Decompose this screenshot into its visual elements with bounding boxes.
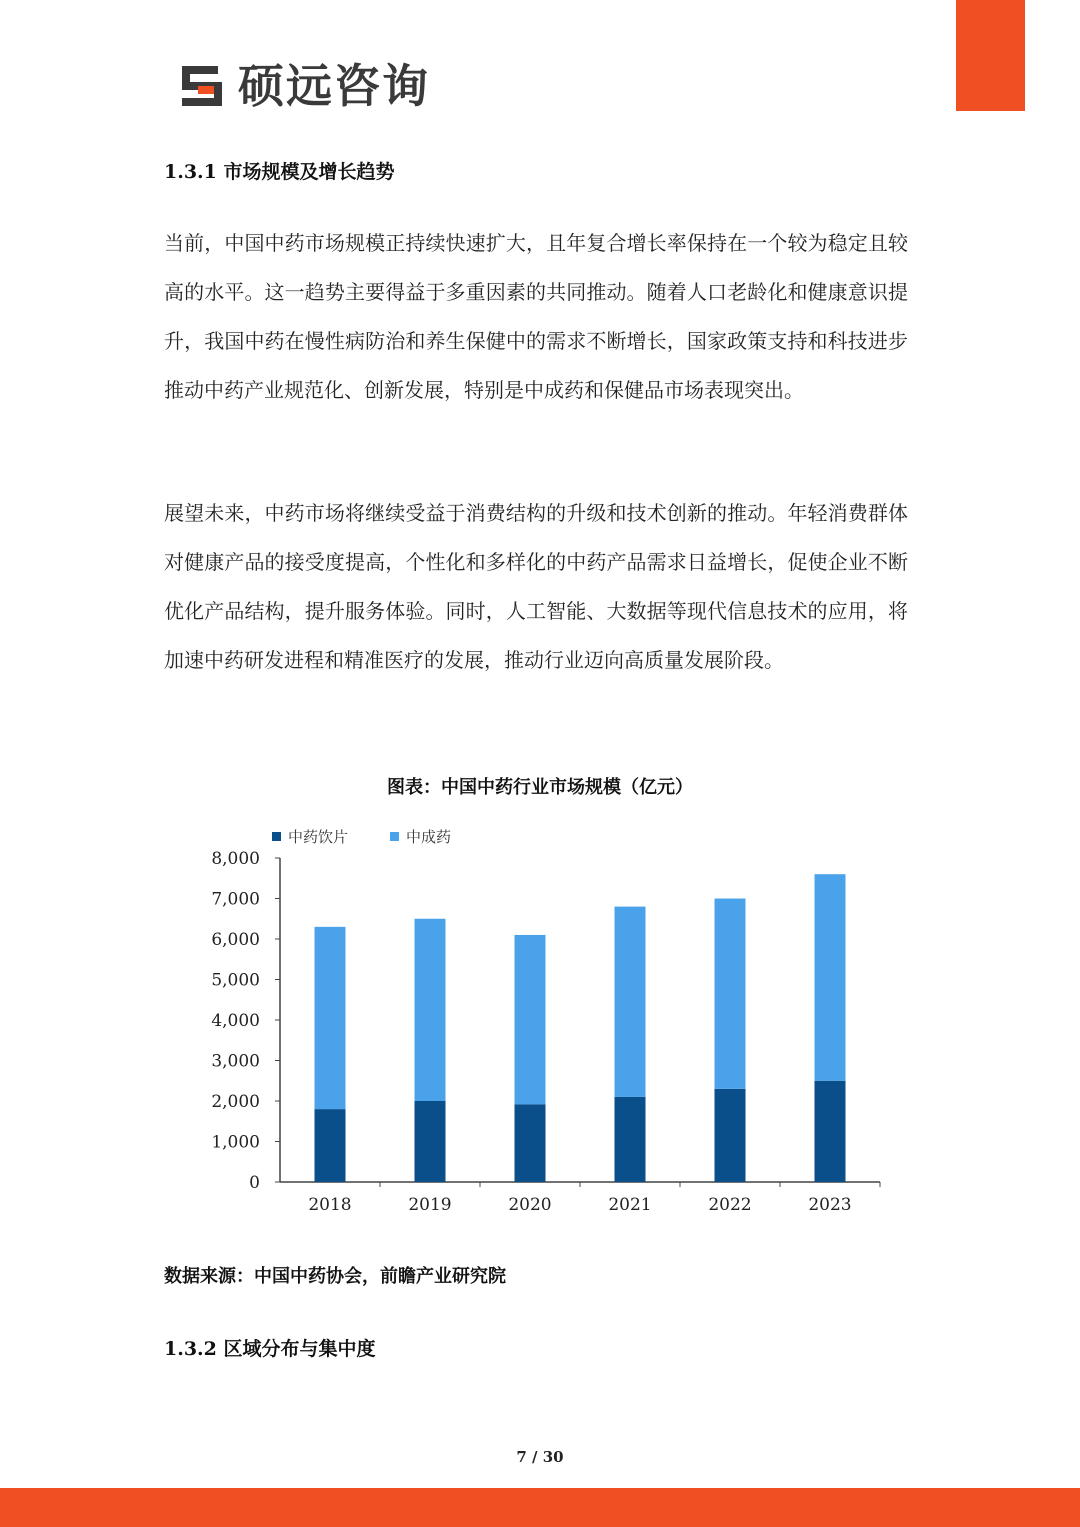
y-tick-label: 0: [249, 1173, 260, 1193]
bar-中药饮片-2022: [715, 1089, 746, 1182]
legend-swatch-中成药: [390, 832, 399, 841]
legend-label-中成药: 中成药: [406, 828, 452, 846]
body-paragraph-2: 展望未来，中药市场将继续受益于消费结构的升级和技术创新的推动。年轻消费群体对健康产品的接受度提高，个性化和多样化的中药产品需求日益增长，促使企业不断优化产品结构，提升服务体验。同时，人工智能、大数据等现代信息技术的应用，将加速中药研发进程和精准医疗的发展，推动行业迈向高质量发展阶段。: [164, 501, 908, 672]
bar-中成药-2020: [515, 935, 546, 1104]
section-heading-1: 1.3.1 市场规模及增长趋势: [164, 161, 395, 183]
bar-中成药-2019: [415, 919, 446, 1101]
page-number: 7 / 30: [516, 1448, 564, 1466]
bar-中成药-2018: [315, 927, 346, 1109]
x-tick-label: 2018: [308, 1195, 352, 1215]
bar-中成药-2022: [715, 899, 746, 1089]
legend-swatch-中药饮片: [272, 832, 281, 841]
top-accent-block: [956, 0, 1025, 111]
y-tick-label: 6,000: [211, 930, 260, 950]
bar-中药饮片-2021: [615, 1097, 646, 1182]
y-tick-label: 3,000: [211, 1051, 260, 1072]
x-tick-label: 2023: [808, 1195, 852, 1215]
x-tick-label: 2021: [608, 1195, 652, 1215]
bottom-accent-bar: [0, 1488, 1080, 1527]
x-tick-label: 2019: [408, 1195, 452, 1215]
body-paragraph-1: 当前，中国中药市场规模正持续快速扩大，且年复合增长率保持在一个较为稳定且较高的水平。这一趋势主要得益于多重因素的共同推动。随着人口老龄化和健康意识提升，我国中药在慢性病防治和养生保健中的需求不断增长，国家政策支持和科技进步推动中药产业规范化、创新发展，特别是中成药和保健品市场表现突出。: [164, 231, 908, 402]
brand-logo: [178, 60, 430, 112]
bar-中成药-2021: [615, 907, 646, 1097]
section-heading-2: 1.3.2 区域分布与集中度: [164, 1338, 376, 1360]
y-tick-label: 5,000: [211, 970, 260, 991]
x-tick-label: 2022: [708, 1195, 752, 1215]
y-tick-label: 4,000: [211, 1011, 260, 1031]
y-tick-label: 7,000: [211, 889, 260, 910]
bar-中药饮片-2020: [515, 1104, 546, 1182]
bar-中成药-2023: [815, 874, 846, 1081]
y-tick-label: 2,000: [211, 1092, 260, 1112]
x-tick-label: 2020: [508, 1195, 552, 1215]
legend-label-中药饮片: 中药饮片: [288, 828, 349, 846]
bar-中药饮片-2023: [815, 1081, 846, 1182]
data-source: 数据来源：中国中药协会，前瞻产业研究院: [164, 1266, 506, 1287]
market-size-stacked-bar-chart: [200, 820, 900, 1220]
brand-logo-icon: [178, 62, 226, 110]
brand-name: 硕远咨询: [238, 59, 430, 113]
chart-title: 图表：中国中药行业市场规模（亿元）: [387, 777, 693, 798]
y-tick-label: 8,000: [211, 849, 260, 869]
bar-中药饮片-2019: [415, 1101, 446, 1182]
bar-中药饮片-2018: [315, 1109, 346, 1182]
y-tick-label: 1,000: [211, 1132, 260, 1153]
